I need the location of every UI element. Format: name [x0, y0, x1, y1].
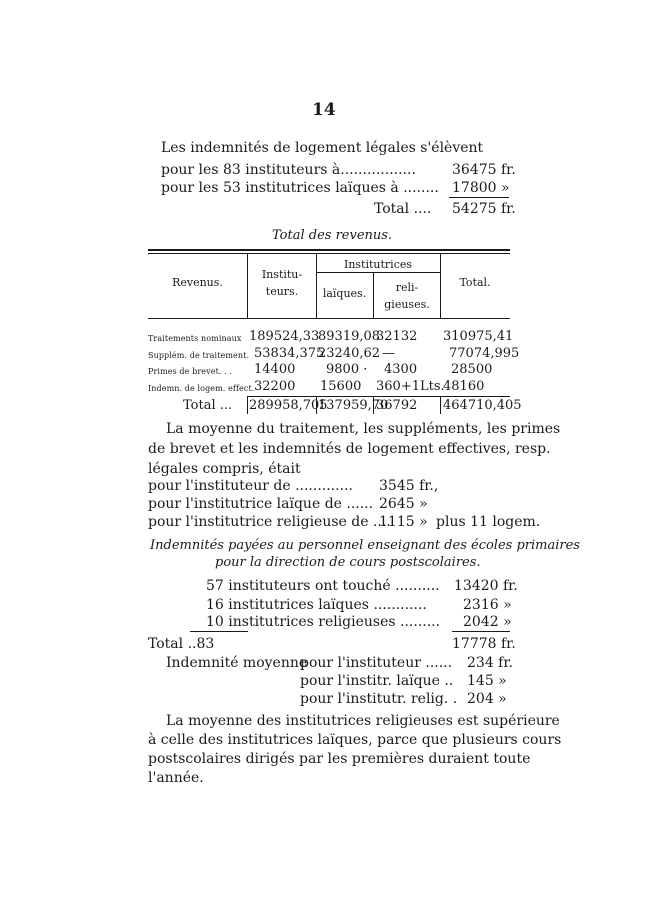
cell-total: 48160 — [443, 379, 485, 394]
cell-religieuses: 4300 — [384, 362, 418, 377]
cell-total: 310975,41 — [443, 329, 514, 344]
row-label: Indemn. de logem. effect. — [148, 384, 255, 393]
cell-religieuses: 360+1Lts. — [376, 379, 445, 394]
section-title: Indemnités payées au personnel enseignant des écoles primaires — [150, 538, 580, 553]
cell-instituteurs: 32200 — [254, 379, 296, 394]
postscolaire-row-label: 16 institutrices laïques ............ — [206, 597, 427, 613]
lodging-total-label: Total .... — [374, 201, 432, 217]
page-number: 14 — [312, 100, 336, 120]
cell-laiques: 89319,08 — [318, 329, 381, 344]
cell-laiques: 23240,62 — [318, 346, 381, 361]
lodging-row-value: 36475 fr. — [452, 162, 516, 178]
paragraph-line: à celle des institutrices laïques, parce que plusieurs cours — [148, 732, 562, 748]
average-row-label: pour l'institutrice laïque de ...... — [148, 496, 374, 512]
sum-rule — [449, 197, 509, 198]
row-label: Supplém. de traitement. — [148, 351, 250, 360]
paragraph-line: l'année. — [148, 770, 204, 786]
postscolaire-row-label: 57 instituteurs ont touché .......... — [206, 578, 440, 594]
header-institutrices: Institutrices — [343, 258, 413, 271]
postscolaire-total-value: 17778 fr. — [452, 636, 516, 652]
table-title: Total des revenus. — [272, 228, 393, 243]
cell-total: 77074,995 — [449, 346, 520, 361]
avg-indemnity-label: Indemnité moyenne — [166, 655, 308, 671]
average-row-label: pour l'institutrice religieuse de .... — [148, 514, 391, 530]
cell-total: 28500 — [451, 362, 493, 377]
average-row-value: 2645 » — [379, 496, 428, 512]
average-row-label: pour l'instituteur de ............. — [148, 478, 353, 494]
lodging-intro: Les indemnités de logement légales s'élèvent — [161, 140, 484, 156]
paragraph-line: La moyenne du traitement, les suppléments, les primes — [166, 421, 561, 437]
avg-indemnity-row-value: 145 » — [467, 673, 507, 689]
postscolaire-row-value: 2042 » — [463, 614, 512, 630]
postscolaire-row-label: 10 institutrices religieuses ......... — [206, 614, 441, 630]
avg-indemnity-row-label: pour l'institutr. relig. . — [300, 691, 458, 707]
cell-instituteurs: 14400 — [254, 362, 296, 377]
sum-rule — [190, 631, 248, 632]
cell-laiques: 137959,70 — [318, 398, 389, 413]
cell-instituteurs: 53834,375 — [254, 346, 325, 361]
paragraph-line: postscolaires dirigés par les premières duraient toute — [148, 751, 531, 767]
cell-religieuses: 36792 — [376, 398, 418, 413]
average-row-value: 1115 » — [379, 514, 428, 530]
paragraph-line: légales compris, était — [148, 461, 301, 477]
avg-indemnity-row-label: pour l'institr. laïque .. — [300, 673, 454, 689]
row-label: Primes de brevet. . . — [148, 367, 233, 376]
header-religieuses: reli-gieuses. — [384, 281, 430, 311]
avg-indemnity-row-label: pour l'instituteur ...... — [300, 655, 453, 671]
cell-instituteurs: 289958,705 — [249, 398, 328, 413]
cell-total: 464710,405 — [443, 398, 522, 413]
header-instituteurs: Institu-teurs. — [261, 268, 303, 298]
postscolaire-row-value: 2316 » — [463, 597, 512, 613]
lodging-total-value: 54275 fr. — [452, 201, 516, 217]
lodging-row-label: pour les 53 institutrices laïques à ........ — [161, 180, 439, 196]
lodging-row-value: 17800 » — [452, 180, 510, 196]
sum-rule — [452, 631, 510, 632]
cell-laiques: 9800 · — [326, 362, 368, 377]
postscolaire-row-value: 13420 fr. — [454, 578, 518, 594]
cell-religieuses: 32132 — [376, 329, 418, 344]
header-total: Total. — [459, 276, 491, 289]
postscolaire-total-label: Total ..83 — [148, 636, 215, 652]
avg-indemnity-row-value: 204 » — [467, 691, 507, 707]
header-revenus: Revenus. — [172, 276, 223, 289]
cell-religieuses: — — [382, 346, 395, 361]
paragraph-line: La moyenne des institutrices religieuses est supérieure — [166, 713, 560, 729]
row-label: Traitements nominaux — [148, 334, 242, 343]
paragraph-line: de brevet et les indemnités de logement effectives, resp. — [148, 441, 551, 457]
header-laiques: laïques. — [322, 287, 367, 300]
average-row-extra: plus 11 logem. — [436, 514, 541, 530]
total-row-label: Total ... — [183, 398, 233, 413]
average-row-value: 3545 fr., — [379, 478, 439, 494]
section-title: pour la direction de cours postscolaires. — [215, 555, 481, 570]
cell-laiques: 15600 — [320, 379, 362, 394]
lodging-row-label: pour les 83 instituteurs à................. — [161, 162, 416, 178]
cell-instituteurs: 189524,33 — [249, 329, 320, 344]
avg-indemnity-row-value: 234 fr. — [467, 655, 513, 671]
